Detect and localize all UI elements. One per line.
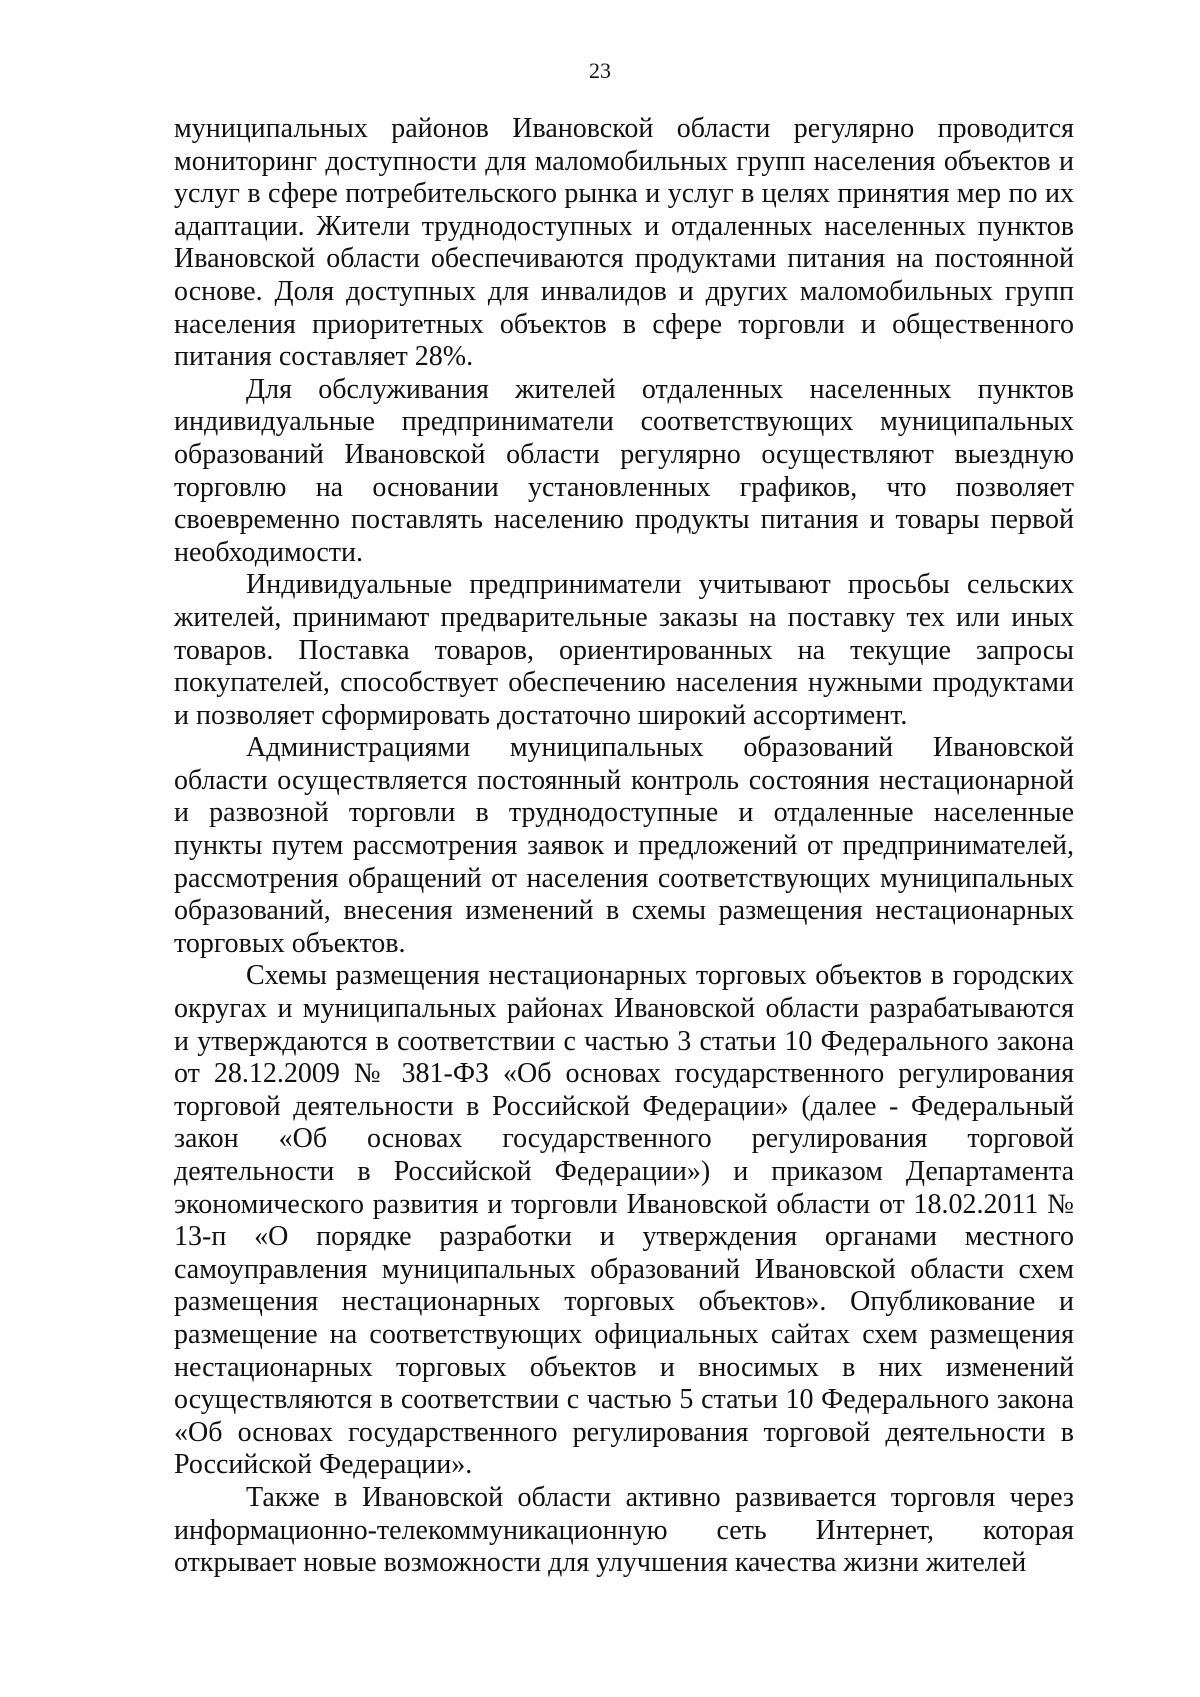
page-number: 23: [589, 58, 611, 83]
paragraph: Индивидуальные предприниматели учитывают просьбы сельских жителей, принимают предварительные заказы на поставку тех или иных товаров. Поставка товаров, ориентированных на текущие запросы покупателей, способствует обеспечению населения нужными продуктами и позволяет сформировать достаточно широкий ассортимент.: [174, 569, 1074, 731]
paragraph: Администрациями муниципальных образований Ивановской области осуществляется постоянный контроль состояния нестационарной и развозной торговли в труднодоступные и отдаленные населенные пункты путем рассмотрения заявок и предложений от предпринимателей, рассмотрения обращений от населения соответствующих муниципальных образований, внесения изменений в схемы размещения нестационарных торговых объектов.: [174, 732, 1074, 959]
paragraph: Также в Ивановской области активно развивается торговля через информационно-телекоммуникационную сеть Интернет, которая открывает новые возможности для улучшения качества жизни жителей: [174, 1481, 1074, 1579]
document-body: [174, 113, 1074, 1580]
paragraph-continuation: муниципальных районов Ивановской области регулярно проводится мониторинг доступности для маломобильных групп населения объектов и услуг в сфере потребительского рынка и услуг в целях принятия мер по их адаптации. Жители труднодоступных и отдаленных населенных пунктов Ивановской области обеспечиваются продуктами питания на постоянной основе. Доля доступных для инвалидов и других маломобильных групп населения приоритетных объектов в сфере торговли и общественного питания составляет 28%.: [174, 113, 1074, 373]
paragraph: Схемы размещения нестационарных торговых объектов в городских округах и муниципальных районах Ивановской области разрабатываются и утверждаются в соответствии с частью 3 статьи 10 Федерального закона от 28.12.2009 № 381-ФЗ «Об основах государственного регулирования торговой деятельности в Российской Федерации» (далее - Федеральный закон «Об основах государственного регулирования торговой деятельности в Российской Федерации») и приказом Департамента экономического развития и торговли Ивановской области от 18.02.2011 № 13-п «О порядке разработки и утверждения органами местного самоуправления муниципальных образований Ивановской области схем размещения нестационарных торговых объектов». Опубликование и размещение на соответствующих официальных сайтах схем размещения нестационарных торговых объектов и вносимых в них изменений осуществляются в соответствии с частью 5 статьи 10 Федерального закона «Об основах государственного регулирования торговой деятельности в Российской Федерации».: [174, 960, 1074, 1481]
paragraph: Для обслуживания жителей отдаленных населенных пунктов индивидуальные предприниматели соответствующих муниципальных образований Ивановской области регулярно осуществляют выездную торговлю на основании установленных графиков, что позволяет своевременно поставлять населению продукты питания и товары первой необходимости.: [174, 373, 1074, 568]
